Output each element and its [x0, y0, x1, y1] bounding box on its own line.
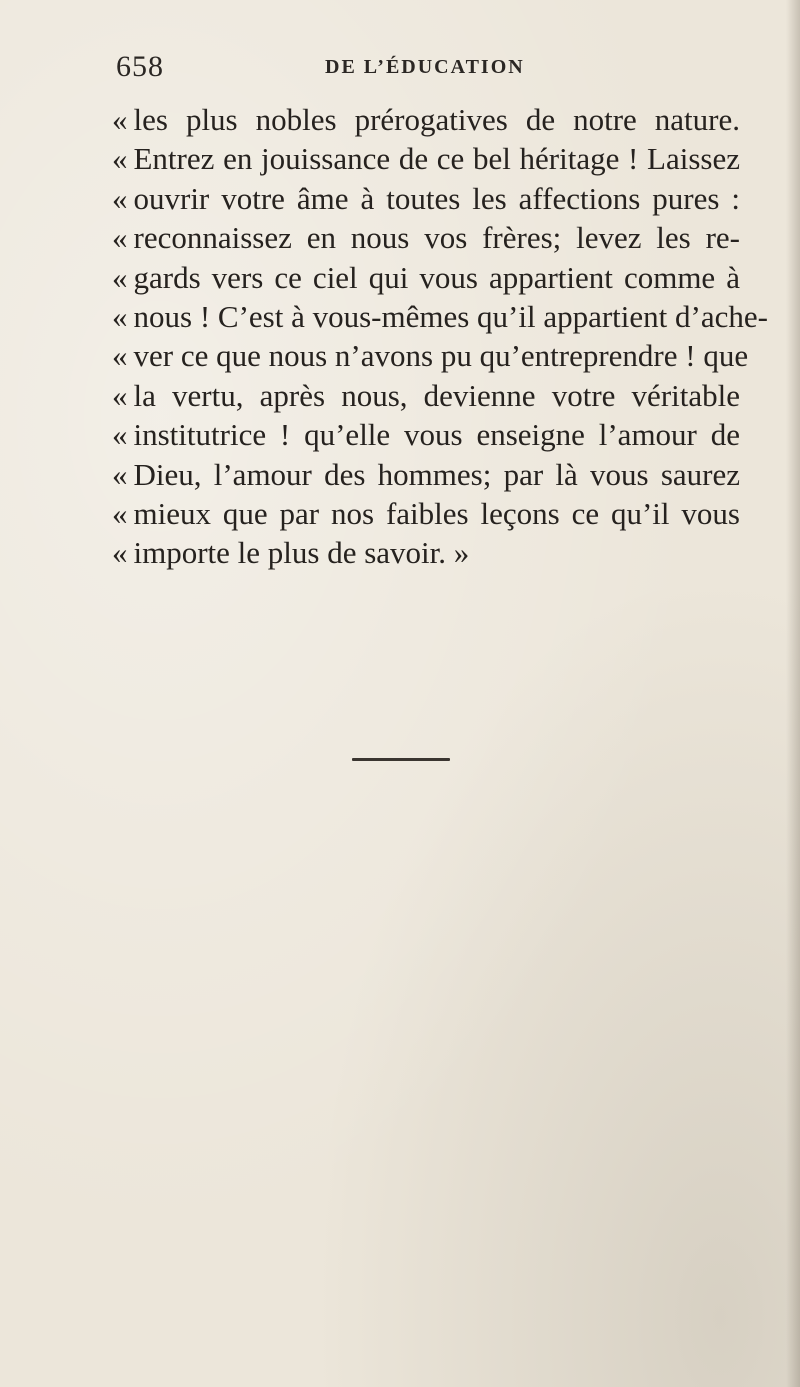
text-line: [112, 336, 749, 375]
quote-mark: «: [112, 377, 128, 413]
page-header: [110, 50, 710, 90]
quote-mark: «: [112, 259, 128, 295]
line-text: institutrice ! qu’elle vous enseigne l’amour de: [133, 417, 740, 453]
line-text: ouvrir votre âme à toutes les affections pures :: [133, 180, 740, 216]
text-line: [112, 376, 740, 415]
quote-mark: «: [112, 535, 128, 571]
quote-mark: «: [112, 338, 128, 374]
line-text: les plus nobles prérogatives de notre nature.: [133, 102, 740, 137]
text-line: [112, 455, 740, 494]
text-line: [112, 179, 740, 218]
text-line: [112, 415, 740, 454]
running-head: DE L’ÉDUCATION: [325, 56, 525, 78]
line-text: la vertu, après nous, devienne votre véritable: [133, 377, 740, 413]
page-edge-shadow: [786, 0, 800, 1387]
line-text: reconnaissez en nous vos frères; levez les re-: [133, 220, 740, 256]
line-text: Dieu, l’amour des hommes; par là vous saurez: [133, 456, 740, 492]
section-separator: [352, 758, 450, 761]
quote-mark: «: [112, 495, 128, 531]
line-text: mieux que par nos faibles leçons ce qu’il vous: [133, 495, 740, 531]
line-text: ver ce que nous n’avons pu qu’entreprendre ! que: [133, 338, 749, 374]
text-line: [112, 494, 740, 533]
line-text: Entrez en jouissance de ce bel héritage ! Laissez: [133, 141, 740, 177]
line-text: nous ! C’est à vous-mêmes qu’il appartient d’ache-: [133, 298, 768, 334]
text-line: [112, 533, 740, 572]
text-line: [112, 100, 740, 139]
quote-mark: «: [112, 102, 128, 137]
line-text: importe le plus de savoir. »: [133, 535, 470, 571]
quote-mark: «: [112, 417, 128, 453]
text-line: [112, 218, 740, 257]
body-text: [112, 100, 768, 573]
quote-mark: «: [112, 141, 128, 177]
quote-mark: «: [112, 456, 128, 492]
quote-mark: «: [112, 220, 128, 256]
text-line: [112, 258, 740, 297]
line-text: gards vers ce ciel qui vous appartient comme à: [133, 259, 740, 295]
quote-mark: «: [112, 298, 128, 334]
page-number: 658: [116, 50, 164, 83]
quote-mark: «: [112, 180, 128, 216]
text-line: [112, 297, 768, 336]
text-line: [112, 139, 740, 178]
